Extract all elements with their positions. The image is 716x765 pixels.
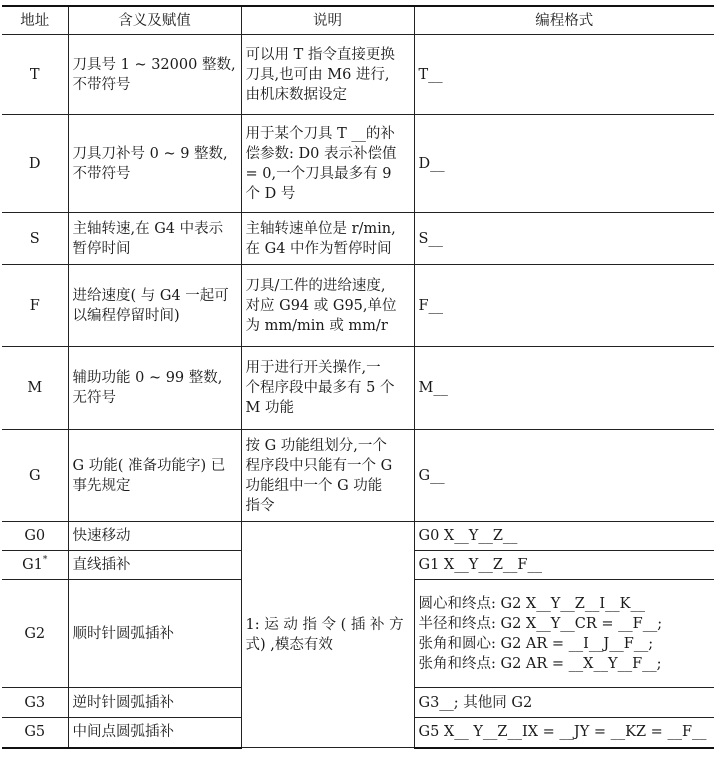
table-row	[2, 115, 714, 213]
table-row	[2, 35, 714, 115]
address-cell: M	[2, 347, 68, 430]
meaning-cell: 逆时针圆弧插补	[68, 688, 241, 718]
meaning-cell: 主轴转速,在 G4 中表示 暂停时间	[68, 213, 241, 265]
format-cell: S__	[414, 213, 714, 265]
header-meaning: 含义及赋值	[68, 6, 241, 35]
table-row	[2, 522, 714, 551]
address-cell: G3	[2, 688, 68, 718]
address-cell: D	[2, 115, 68, 213]
format-cell: G5 X__ Y__Z__IX = __JY = __KZ = __F__	[414, 718, 714, 748]
header-row	[2, 6, 714, 35]
address-cell: G0	[2, 522, 68, 551]
address-cell: G	[2, 430, 68, 522]
meaning-cell: 快速移动	[68, 522, 241, 551]
description-cell: 刀具/工件的进给速度, 对应 G94 或 G95,单位 为 mm/min 或 mm/r	[241, 265, 414, 347]
meaning-cell: 刀具刀补号 0 ~ 9 整数, 不带符号	[68, 115, 241, 213]
description-cell: 主轴转速单位是 r/min, 在 G4 中作为暂停时间	[241, 213, 414, 265]
meaning-cell: 刀具号 1 ~ 32000 整数, 不带符号	[68, 35, 241, 115]
address-cell: G5	[2, 718, 68, 748]
address-cell: F	[2, 265, 68, 347]
format-cell: M__	[414, 347, 714, 430]
format-cell: 圆心和终点: G2 X__Y__Z__I__K__ 半径和终点: G2 X__Y__CR = __F__; 张角和圆心: G2 AR = __I__J__F__; 张角和终点: G2 AR = __X__Y__F__;	[414, 580, 714, 688]
table-row	[2, 213, 714, 265]
header-description: 说明	[241, 6, 414, 35]
format-cell: T__	[414, 35, 714, 115]
table-row	[2, 265, 714, 347]
description-cell: 按 G 功能组划分,一个 程序段中只能有一个 G 功能组中一个 G 功能 指令	[241, 430, 414, 522]
motion-description-cell: 1: 运 动 指 令 ( 插 补 方 式) ,模态有效	[241, 522, 414, 748]
address-code: G1	[22, 557, 43, 573]
footnote-mark: *	[42, 555, 48, 566]
address-cell	[2, 551, 68, 580]
table-row	[2, 347, 714, 430]
description-cell: 可以用 T 指令直接更换 刀具,也可由 M6 进行, 由机床数据设定	[241, 35, 414, 115]
meaning-cell: 进给速度( 与 G4 一起可 以编程停留时间)	[68, 265, 241, 347]
format-cell: G1 X__Y__Z__F__	[414, 551, 714, 580]
header-address: 地址	[2, 6, 68, 35]
format-cell: F__	[414, 265, 714, 347]
description-cell: 用于进行开关操作,一 个程序段中最多有 5 个 M 功能	[241, 347, 414, 430]
format-cell: G__	[414, 430, 714, 522]
address-cell: S	[2, 213, 68, 265]
meaning-cell: 直线插补	[68, 551, 241, 580]
meaning-cell: G 功能( 准备功能字) 已 事先规定	[68, 430, 241, 522]
address-cell: G2	[2, 580, 68, 688]
meaning-cell: 中间点圆弧插补	[68, 718, 241, 748]
format-cell: G3__; 其他同 G2	[414, 688, 714, 718]
header-format: 编程格式	[414, 6, 714, 35]
address-cell: T	[2, 35, 68, 115]
meaning-cell: 顺时针圆弧插补	[68, 580, 241, 688]
program-address-table	[2, 5, 714, 749]
format-cell: G0 X__Y__Z__	[414, 522, 714, 551]
description-cell: 用于某个刀具 T __的补 偿参数: D0 表示补偿值 = 0,一个刀具最多有 9 个 D 号	[241, 115, 414, 213]
meaning-cell: 辅助功能 0 ~ 99 整数, 无符号	[68, 347, 241, 430]
format-cell: D__	[414, 115, 714, 213]
table-row	[2, 430, 714, 522]
